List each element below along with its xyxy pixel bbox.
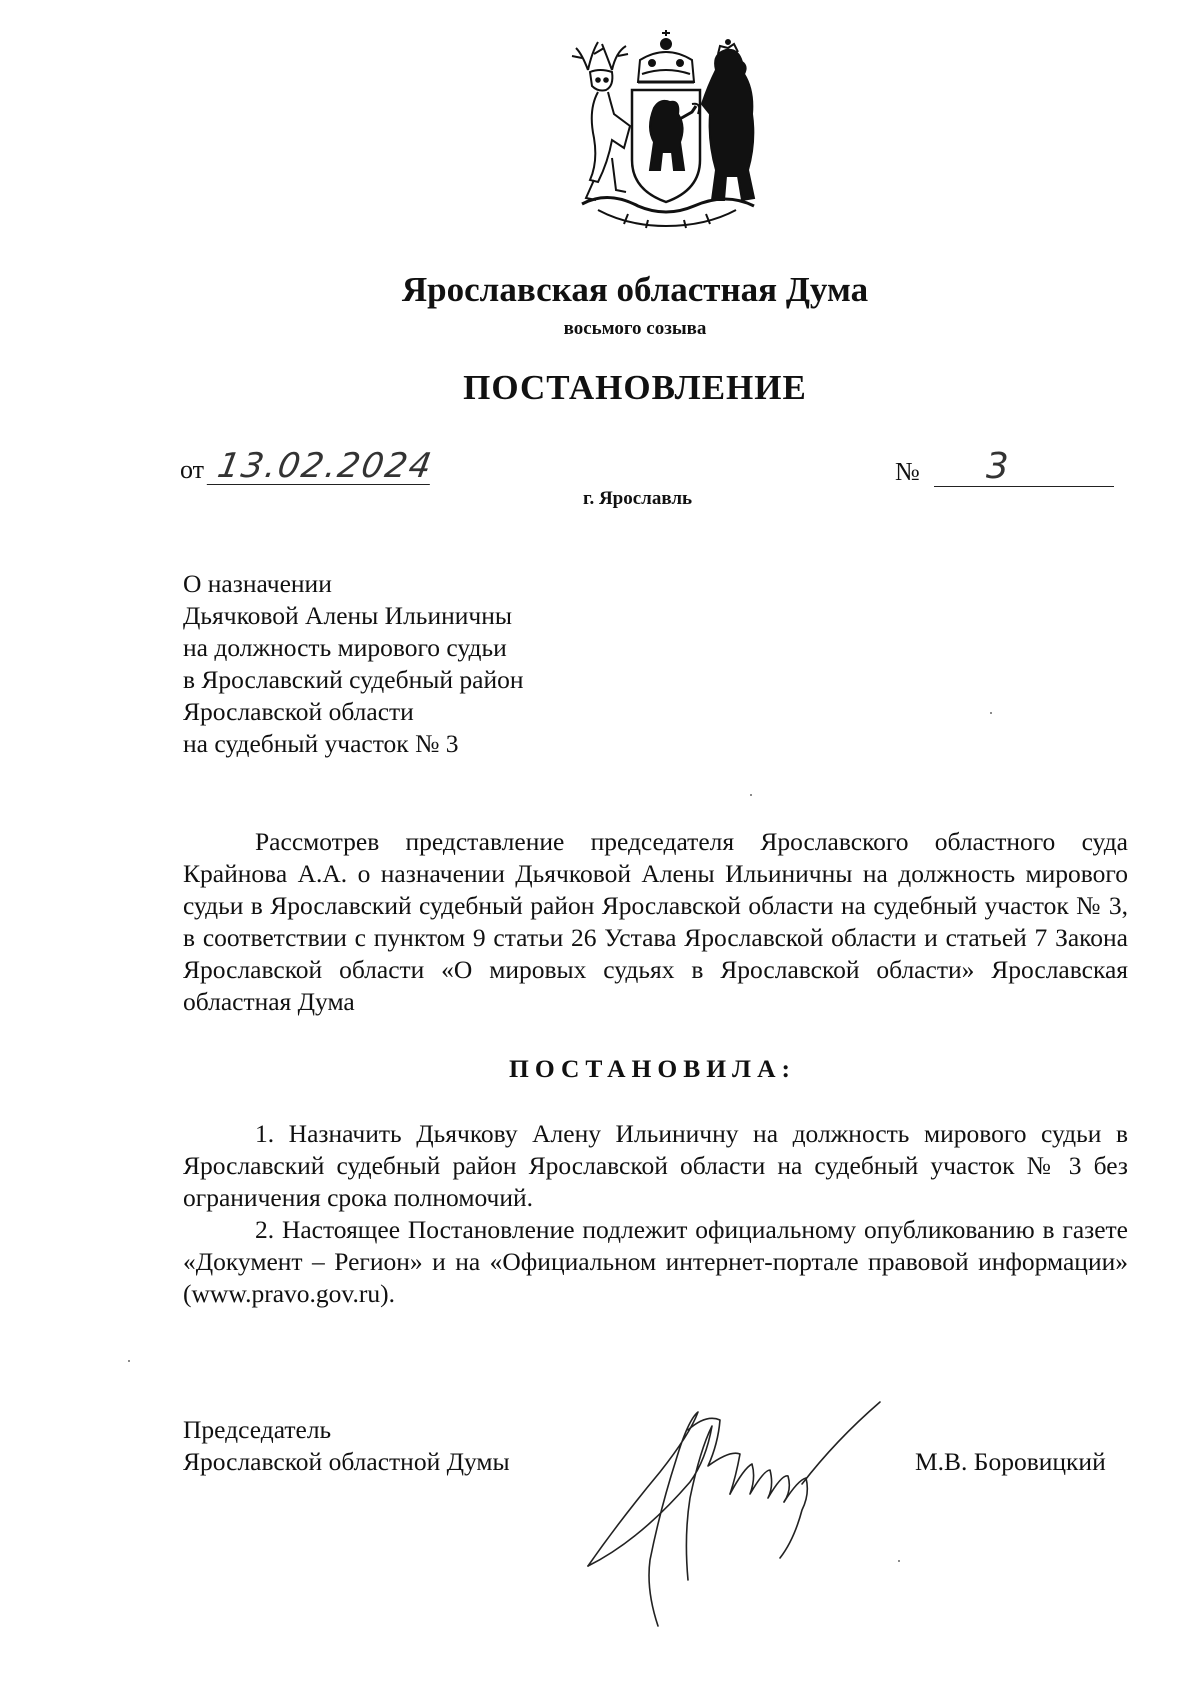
number-handwritten-value: 3 xyxy=(934,448,1114,487)
scan-speck xyxy=(898,1560,900,1562)
resolution-item: 1. Назначить Дьячкову Алену Ильиничну на должность мирового судьи в Ярославский судебный район Ярославской области на судебный участок № 3 без ограничения срока полномочий. xyxy=(183,1119,1128,1212)
date-prefix: от xyxy=(180,455,205,484)
organization-title: Ярославская областная Дума xyxy=(401,270,869,309)
signer-position-line: Ярославской областной Думы xyxy=(183,1447,510,1476)
resolution-item: 2. Настоящее Постановление подлежит официальному опубликованию в газете «Документ – Регион» и на «Официальном интернет-портале правовой информации» (www.pravo.gov.ru). xyxy=(183,1215,1128,1308)
coat-of-arms-icon xyxy=(568,30,764,230)
subject-line: на судебный участок № 3 xyxy=(183,729,459,758)
organization-convocation: восьмого созыва xyxy=(563,318,707,339)
date-handwritten-value: 13.02.2024 xyxy=(207,448,436,485)
document-subject xyxy=(183,568,524,760)
subject-line: Ярославской области xyxy=(183,697,414,726)
document-date xyxy=(180,446,437,486)
document-number xyxy=(895,448,1114,487)
resolution-items xyxy=(183,1118,1128,1310)
city-line: г. Ярославль xyxy=(582,488,693,509)
subject-line: на должность мирового судьи xyxy=(183,633,507,662)
subject-line: Дьячковой Алены Ильиничны xyxy=(183,601,512,630)
document-type-heading: ПОСТАНОВЛЕНИЕ xyxy=(463,368,807,407)
signer-position xyxy=(183,1414,510,1478)
number-sign: № xyxy=(895,457,920,486)
signer-position-line: Председатель xyxy=(183,1415,332,1444)
subject-line: О назначении xyxy=(183,569,332,598)
signer-name: М.В. Боровицкий xyxy=(915,1447,1106,1476)
subject-line: в Ярославский судебный район xyxy=(183,665,524,694)
preamble-paragraph: Рассмотрев представление председателя Ярославского областного суда Крайнова А.А. о назначении Дьячковой Алены Ильиничны на должность мирового судьи в Ярославский судебный район Ярославской области на судебный участок № 3, в соответствии с пунктом 9 статьи 26 Устава Ярославской области и статьей 7 Закона Ярославской области «О мировых судьях в Ярославской области» Ярославская областная Дума xyxy=(183,827,1128,1016)
resolved-heading: ПОСТАНОВИЛА: xyxy=(509,1054,796,1083)
scan-speck xyxy=(750,794,752,796)
scan-speck xyxy=(128,1360,130,1362)
scan-speck xyxy=(990,712,992,714)
handwritten-signature xyxy=(580,1390,940,1630)
